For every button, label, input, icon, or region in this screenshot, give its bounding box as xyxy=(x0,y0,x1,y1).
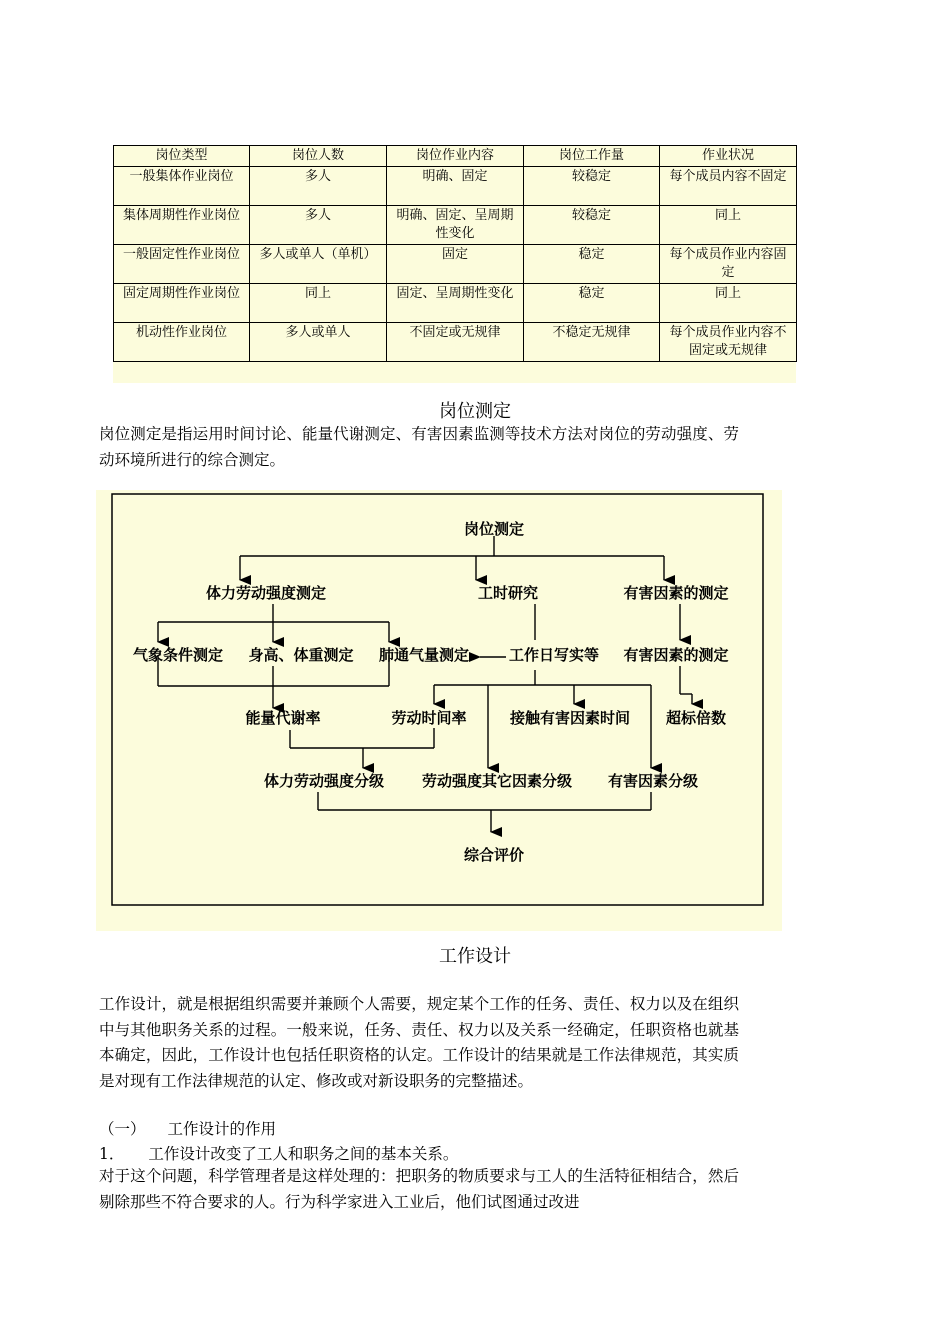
node-lung-ventilation: 肺通气量测定 xyxy=(378,646,470,664)
table-cell: 多人 xyxy=(250,206,387,245)
position-type-table xyxy=(113,145,797,362)
table-cell: 明确、固定、呈周期性变化 xyxy=(387,206,524,245)
node-height-weight: 身高、体重测定 xyxy=(248,646,354,664)
position-measurement-flowchart xyxy=(96,490,782,931)
table-header-row xyxy=(114,146,797,167)
node-hazard-measure: 有害因素的测定 xyxy=(623,584,729,602)
table-row xyxy=(114,206,797,245)
table-header: 岗位类型 xyxy=(114,146,250,167)
table-cell: 集体周期性作业岗位 xyxy=(114,206,250,245)
table-cell: 多人或单人（单机） xyxy=(250,245,387,284)
table-cell: 多人 xyxy=(250,167,387,206)
paragraph: 对于这个问题，科学管理者是这样处理的：把职务的物质要求与工人的生活特征相结合，然后剔除那些不符合要求的人。行为科学家进入工业后，他们试图通过改进 xyxy=(99,1167,739,1211)
list-item xyxy=(99,1142,458,1164)
node-comprehensive-evaluation: 综合评价 xyxy=(463,846,525,864)
table-cell: 较稳定 xyxy=(524,167,660,206)
table-cell: 不固定或无规律 xyxy=(387,323,524,362)
table-cell: 明确、固定 xyxy=(387,167,524,206)
table-cell: 机动性作业岗位 xyxy=(114,323,250,362)
subheading xyxy=(99,1117,276,1139)
paragraph: 岗位测定是指运用时间讨论、能量代谢测定、有害因素监测等技术方法对岗位的劳动强度、劳动环境所进行的综合测定。 xyxy=(99,425,739,469)
table-cell: 每个成员作业内容固定 xyxy=(660,245,797,284)
table-cell: 每个成员内容不固定 xyxy=(660,167,797,206)
list-item-number: 1． xyxy=(99,1145,125,1163)
node-labor-time-rate: 劳动时间率 xyxy=(391,709,467,727)
table-cell: 较稳定 xyxy=(524,206,660,245)
table-cell: 一般集体作业岗位 xyxy=(114,167,250,206)
subheading-number: （一） xyxy=(99,1120,146,1138)
table-header: 岗位人数 xyxy=(250,146,387,167)
table-cell: 稳定 xyxy=(524,284,660,323)
table-cell: 固定 xyxy=(387,245,524,284)
node-root: 岗位测定 xyxy=(463,520,525,538)
position-type-table-area xyxy=(113,145,796,383)
node-hazard-measure-2: 有害因素的测定 xyxy=(623,646,729,664)
node-time-study: 工时研究 xyxy=(477,584,539,602)
flowchart-nodes xyxy=(133,520,729,864)
table-cell: 每个成员作业内容不固定或无规律 xyxy=(660,323,797,362)
section-title: 岗位测定 xyxy=(439,401,511,422)
table-cell: 不稳定无规律 xyxy=(524,323,660,362)
table-cell: 同上 xyxy=(250,284,387,323)
list-item-text: 工作设计改变了工人和职务之间的基本关系。 xyxy=(148,1145,459,1163)
node-weather: 气象条件测定 xyxy=(132,646,224,664)
node-worklog: 工作日写实等 xyxy=(508,646,600,664)
table-row xyxy=(114,167,797,206)
table-header: 作业状况 xyxy=(660,146,797,167)
section-title: 工作设计 xyxy=(439,946,511,967)
table-cell: 稳定 xyxy=(524,245,660,284)
node-hazard-grading: 有害因素分级 xyxy=(607,772,699,790)
subheading-text: 工作设计的作用 xyxy=(167,1120,277,1138)
node-physical-intensity: 体力劳动强度测定 xyxy=(205,584,327,602)
table-header: 岗位工作量 xyxy=(524,146,660,167)
table-cell: 固定周期性作业岗位 xyxy=(114,284,250,323)
node-contact-time: 接触有害因素时间 xyxy=(509,709,631,727)
table-cell: 一般固定性作业岗位 xyxy=(114,245,250,284)
table-row xyxy=(114,323,797,362)
node-energy-metabolism: 能量代谢率 xyxy=(245,709,321,727)
table-cell: 同上 xyxy=(660,284,797,323)
table-cell: 多人或单人 xyxy=(250,323,387,362)
table-row xyxy=(114,284,797,323)
node-exceed-multiple: 超标倍数 xyxy=(665,709,727,727)
table-cell: 同上 xyxy=(660,206,797,245)
table-cell: 固定、呈周期性变化 xyxy=(387,284,524,323)
node-physical-grading: 体力劳动强度分级 xyxy=(263,772,385,790)
node-other-factor-grading: 劳动强度其它因素分级 xyxy=(421,772,573,790)
paragraph: 工作设计，就是根据组织需要并兼顾个人需要，规定某个工作的任务、责任、权力以及在组织中与其他职务关系的过程。一般来说，任务、责任、权力以及关系一经确定，任职资格也就基本确定，因此，工作设计也包括任职资格的认定。工作设计的结果就是工作法律规范，其实质是对现有工作法律规范的认定、修改或对新设职务的完整描述。 xyxy=(99,995,739,1090)
table-row xyxy=(114,245,797,284)
table-header: 岗位作业内容 xyxy=(387,146,524,167)
